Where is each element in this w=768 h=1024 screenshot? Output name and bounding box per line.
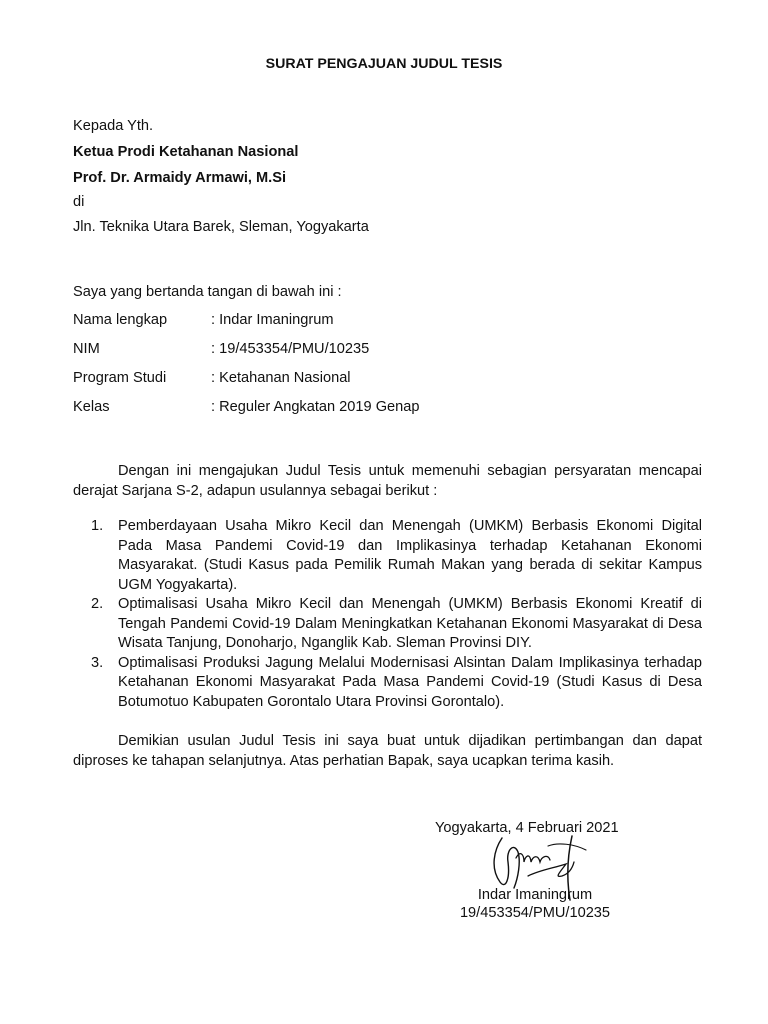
letter-title: SURAT PENGAJUAN JUDUL TESIS xyxy=(265,56,503,72)
field-value-program-studi: : Ketahanan Nasional xyxy=(211,370,351,386)
proposal-number: 2. xyxy=(91,596,104,612)
closing-paragraph: Demikian usulan Judul Tesis ini saya buat untuk dijadikan pertimbangan dan dapat diproses ke tahapan selanjutnya. Atas perhatian Bapak, saya ucapkan terima kasih. xyxy=(73,733,702,769)
intro-text: Saya yang bertanda tangan di bawah ini : xyxy=(73,284,342,300)
recipient-position: Ketua Prodi Ketahanan Nasional xyxy=(73,144,299,160)
proposal-text: Optimalisasi Produksi Jagung Melalui Modernisasi Alsintan Dalam Implikasinya terhadap Ketahanan Ekonomi Masyarakat Pada Masa Pandemi Covid-19 (Studi Kasus di Desa Botumotuo Kabupaten Gorontalo Utara Provinsi Gorontalo). xyxy=(118,654,702,710)
signature-nim: 19/453354/PMU/10235 xyxy=(459,905,611,921)
field-value-kelas: : Reguler Angkatan 2019 Genap xyxy=(211,399,420,415)
field-label-nama: Nama lengkap xyxy=(73,312,168,328)
field-label-program-studi: Program Studi xyxy=(73,370,167,386)
recipient-salutation: Kepada Yth. xyxy=(73,118,154,134)
proposal-item xyxy=(73,517,702,595)
signature-name: Indar Imaningrum xyxy=(477,887,593,903)
proposal-number: 1. xyxy=(91,518,104,534)
proposal-text: Optimalisasi Usaha Mikro Kecil dan Menengah (UMKM) Berbasis Ekonomi Kreatif di Tengah Pandemi Covid-19 Dalam Meningkatkan Ketahanan Ekonomi Masyarakat di Desa Wisata Tanjung, Donoharjo, Nganglik Kab. Sleman Provinsi DIY. xyxy=(118,596,702,651)
signature-place-date: Yogyakarta, 4 Februari 2021 xyxy=(435,820,619,836)
field-label-nim: NIM xyxy=(73,341,100,357)
proposal-item xyxy=(73,654,702,713)
recipient-di: di xyxy=(73,194,85,210)
body-paragraph: Dengan ini mengajukan Judul Tesis untuk memenuhi sebagian persyaratan mencapai derajat Sarjana S-2, adapun usulannya sebagai berikut : xyxy=(73,463,702,499)
field-value-nama: : Indar Imaningrum xyxy=(211,312,334,328)
field-value-nim: : 19/453354/PMU/10235 xyxy=(211,341,370,357)
proposal-text: Pemberdayaan Usaha Mikro Kecil dan Menengah (UMKM) Berbasis Ekonomi Digital Pada Masa Pandemi Covid-19 dan Implikasinya terhadap Ketahanan Ekonomi Masyarakat. (Studi Kasus pada Pemilik Rumah Makan yang berada di sekitar Kampus UGM Yogyakarta). xyxy=(118,518,702,593)
proposal-list xyxy=(73,517,702,712)
proposal-number: 3. xyxy=(91,654,104,671)
field-label-kelas: Kelas xyxy=(73,399,110,415)
proposal-item xyxy=(73,595,702,654)
recipient-name: Prof. Dr. Armaidy Armawi, M.Si xyxy=(73,170,287,186)
recipient-address: Jln. Teknika Utara Barek, Sleman, Yogyakarta xyxy=(73,219,369,235)
